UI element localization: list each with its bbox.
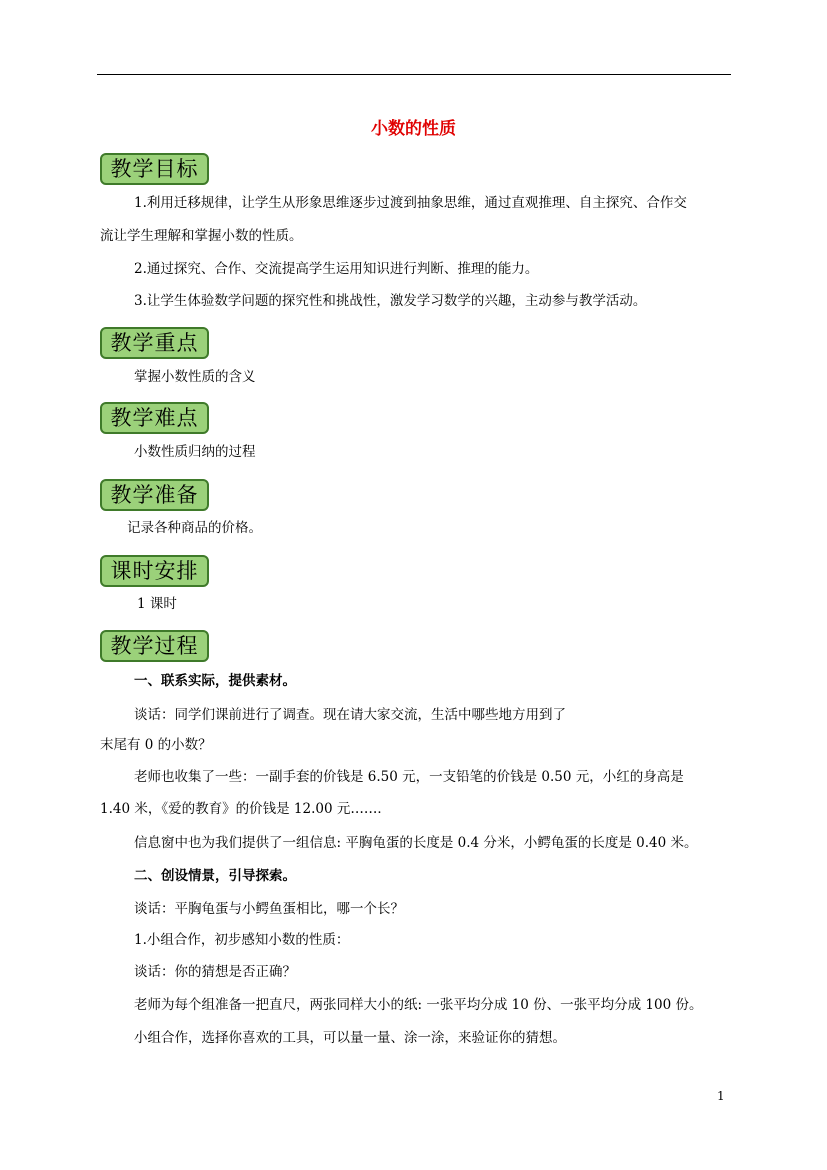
process-line: 老师也收集了一些：一副手套的价钱是 6.50 元，一支铅笔的价钱是 0.50 元，小红的身高是	[134, 769, 684, 785]
preparation-text: 记录各种商品的价格。	[127, 520, 262, 536]
section-heading-process: 教学过程	[100, 630, 209, 662]
header-rule	[97, 74, 731, 75]
process-line: 1.40 米，《爱的教育》的价钱是 12.00 元……．	[100, 801, 391, 817]
schedule-text: 1 课时	[137, 596, 177, 612]
process-line: 小组合作，选择你喜欢的工具，可以量一量、涂一涂，来验证你的猜想。	[134, 1030, 566, 1046]
section-heading-schedule: 课时安排	[100, 555, 209, 587]
goals-line-1: 1.利用迁移规律，让学生从形象思维逐步过渡到抽象思维，通过直观推理、自主探究、合作交	[134, 195, 687, 211]
section-heading-key-points: 教学重点	[100, 327, 209, 359]
page-number: 1	[717, 1089, 725, 1103]
process-line: 谈话：你的猜想是否正确？	[134, 964, 296, 980]
section-heading-difficulties: 教学难点	[100, 402, 209, 434]
process-step-heading-2: 二、创设情景，引导探索。	[134, 868, 296, 884]
process-line: 1.小组合作，初步感知小数的性质：	[134, 932, 350, 948]
section-heading-goals: 教学目标	[100, 153, 209, 185]
process-line: 末尾有 0 的小数？	[100, 737, 212, 753]
process-line: 谈话：平胸龟蛋与小鳄鱼蛋相比，哪一个长？	[134, 901, 404, 917]
section-heading-preparation: 教学准备	[100, 479, 209, 511]
difficulties-text: 小数性质归纳的过程	[134, 444, 256, 460]
document-title: 小数的性质	[371, 119, 456, 139]
goals-line-3: 2.通过探究、合作、交流提高学生运用知识进行判断、推理的能力。	[134, 261, 539, 277]
process-line: 老师为每个组准备一把直尺，两张同样大小的纸: 一张平均分成 10 份、一张平均分成 100 份。	[134, 997, 703, 1013]
goals-line-4: 3.让学生体验数学问题的探究性和挑战性，激发学习数学的兴趣，主动参与教学活动。	[134, 293, 647, 309]
goals-line-2: 流让学生理解和掌握小数的性质。	[100, 228, 303, 244]
process-step-heading-1: 一、联系实际，提供素材。	[134, 673, 296, 689]
process-line: 谈话：同学们课前进行了调查。现在请大家交流，生活中哪些地方用到了	[134, 707, 566, 723]
key-points-text: 掌握小数性质的含义	[134, 369, 256, 385]
process-line: 信息窗中也为我们提供了一组信息: 平胸龟蛋的长度是 0.4 分米，小鳄龟蛋的长度是 0.40 米。	[134, 835, 698, 851]
